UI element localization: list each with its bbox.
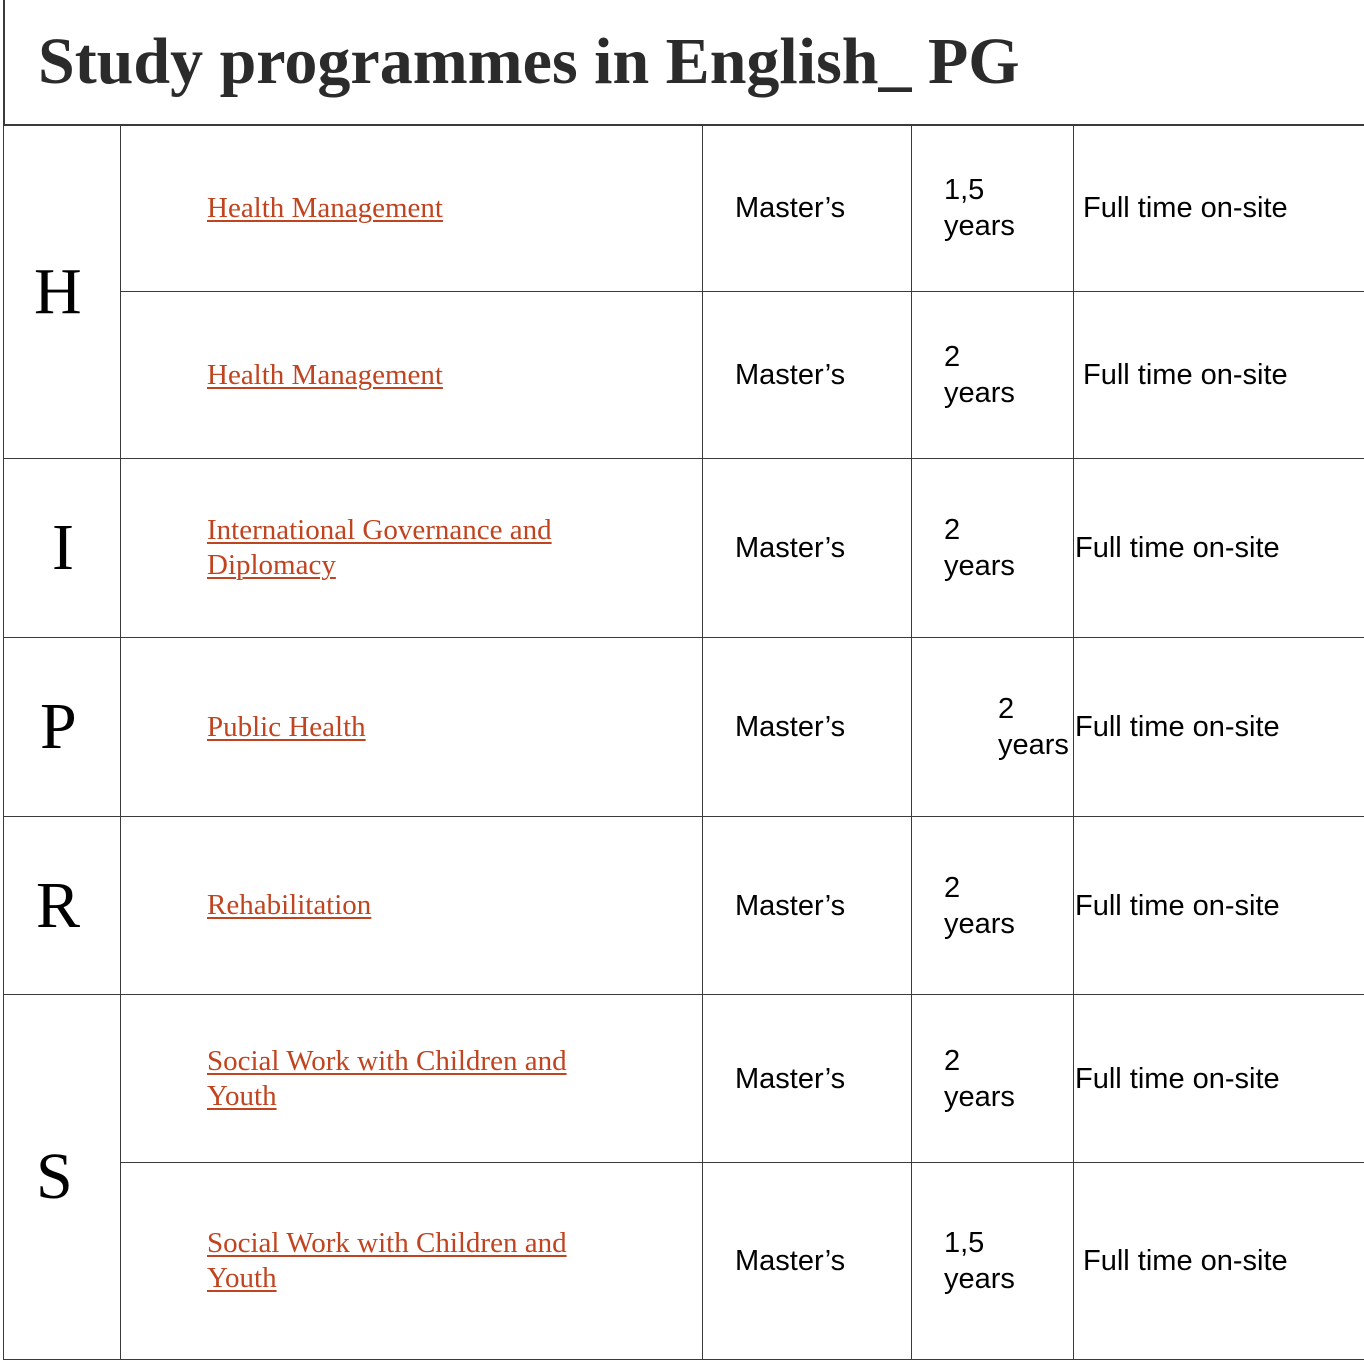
duration-cell bbox=[912, 1163, 1074, 1360]
duration-cell bbox=[912, 995, 1074, 1163]
programme-link[interactable]: Health Management bbox=[207, 191, 443, 224]
programmes-table bbox=[3, 124, 1364, 1360]
degree-cell: Master’s bbox=[703, 459, 912, 638]
duration-unit: years bbox=[944, 550, 1015, 582]
table-row bbox=[4, 1163, 1364, 1360]
study-mode-cell: Full time on-site bbox=[1074, 1163, 1364, 1360]
page-title: Study programmes in English_ PG bbox=[38, 25, 1020, 98]
duration-value: 1,5 bbox=[944, 1227, 985, 1259]
study-mode-cell: Full time on-site bbox=[1074, 995, 1364, 1163]
study-mode-cell: Full time on-site bbox=[1074, 459, 1364, 638]
degree-cell: Master’s bbox=[703, 638, 912, 817]
programme-link[interactable]: Social Work with Children and Youth bbox=[207, 1227, 567, 1294]
duration-value: 2 bbox=[944, 871, 961, 904]
study-mode-cell: Full time on-site bbox=[1074, 125, 1364, 292]
group-letter-i: I bbox=[4, 459, 121, 638]
table-row bbox=[4, 125, 1364, 292]
programme-link[interactable]: Public Health bbox=[207, 710, 366, 743]
duration-unit: years bbox=[944, 210, 1015, 242]
programme-cell bbox=[121, 817, 703, 995]
duration-value: 2 bbox=[998, 693, 1015, 725]
duration-cell bbox=[912, 292, 1074, 459]
table-row bbox=[4, 638, 1364, 817]
table-row bbox=[4, 817, 1364, 995]
programme-cell bbox=[121, 995, 703, 1163]
degree-cell: Master’s bbox=[703, 292, 912, 459]
programme-cell bbox=[121, 292, 703, 459]
duration-unit: years bbox=[944, 1263, 1015, 1295]
duration-value: 2 bbox=[944, 514, 961, 546]
programme-cell bbox=[121, 125, 703, 292]
programme-link[interactable]: International Governance and Diplomacy bbox=[207, 514, 552, 581]
study-mode-cell: Full time on-site bbox=[1074, 817, 1364, 995]
duration-cell bbox=[912, 817, 1074, 995]
programme-cell bbox=[121, 1163, 703, 1360]
table-row bbox=[4, 459, 1364, 638]
programme-link[interactable]: Rehabilitation bbox=[207, 889, 372, 921]
programme-cell bbox=[121, 459, 703, 638]
programme-link[interactable]: Health Management bbox=[207, 358, 443, 391]
study-mode-cell: Full time on-site bbox=[1074, 292, 1364, 459]
programme-cell bbox=[121, 638, 703, 817]
duration-unit: years bbox=[944, 907, 1015, 940]
duration-unit: years bbox=[998, 729, 1069, 761]
duration-cell bbox=[912, 125, 1074, 292]
degree-cell: Master’s bbox=[703, 995, 912, 1163]
duration-cell bbox=[912, 638, 1074, 817]
duration-value: 1,5 bbox=[944, 174, 985, 206]
duration-unit: years bbox=[944, 377, 1015, 409]
group-letter-h: H bbox=[4, 125, 121, 459]
duration-value: 2 bbox=[944, 341, 961, 373]
group-letter-r: R bbox=[4, 817, 121, 995]
group-letter-p: P bbox=[4, 638, 121, 817]
degree-cell: Master’s bbox=[703, 1163, 912, 1360]
duration-cell bbox=[912, 459, 1074, 638]
table-row bbox=[4, 292, 1364, 459]
table-row bbox=[4, 995, 1364, 1163]
duration-value: 2 bbox=[944, 1044, 961, 1077]
programme-link[interactable]: Social Work with Children and Youth bbox=[207, 1044, 567, 1112]
group-letter-s: S bbox=[4, 995, 121, 1360]
title-box bbox=[3, 0, 1364, 126]
degree-cell: Master’s bbox=[703, 817, 912, 995]
duration-unit: years bbox=[944, 1080, 1015, 1113]
study-mode-cell: Full time on-site bbox=[1074, 638, 1364, 817]
degree-cell: Master’s bbox=[703, 125, 912, 292]
